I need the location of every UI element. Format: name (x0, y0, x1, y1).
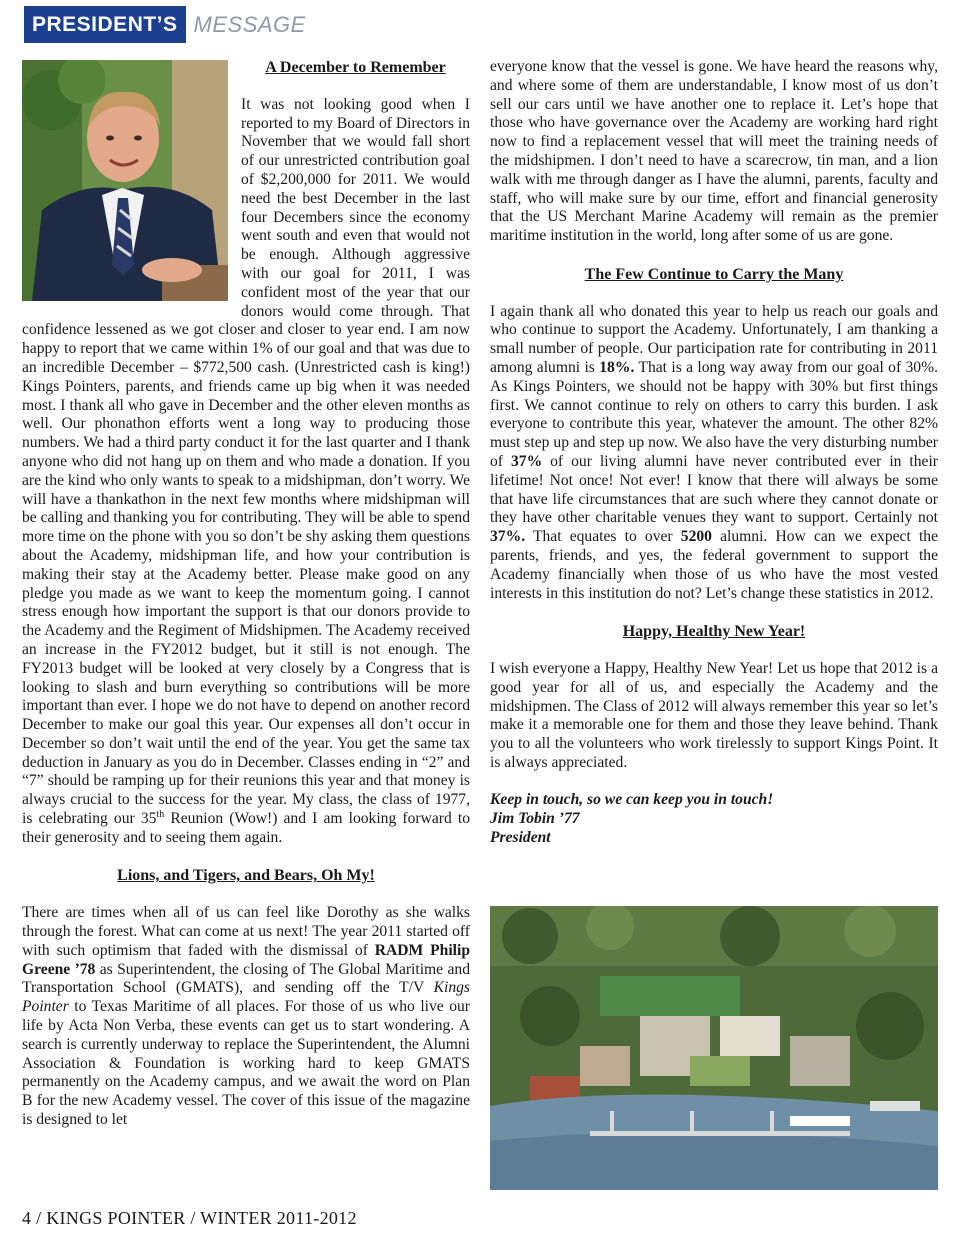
president-portrait (22, 60, 228, 301)
page-header (24, 6, 306, 43)
header-title-box: PRESIDENT’S (24, 6, 186, 43)
paragraph-lions (22, 904, 470, 1130)
text-december-a: It was not looking good when I reported to my Board of Directors in November that we would fall short of our unrestricted contribution goal of $2,200,000 for 2011. We would need the best December in the last four Decembers since the economy went south and even that would not be enough. Although aggressive with our goal for 2011, I was confident most of the year that our donors would come through. That confidence lessened as we got closer and closer to year end. I am now happy to report that we came within 1% of our goal and that was due to an incredible December – $772,500 cash. (Unrestricted cash is king!) Kings Pointers, parents, and friends came up big when it was needed most. I thank all who gave in December and the other eleven months as well. Our phonathon efforts went a long way to producing those numbers. We had a third party conduct it for the last quarter and I thank anyone who did not hang up on them and who made a donation. If you are the kind who only wants to speak to a midshipman, don’t worry. We will have a thankathon in the next few months where midshipman will be calling and thanking you for contributing. They will be able to spend more time on the phone with you so don’t be shy asking them questions about the Academy, midshipman life, and how your contribution is making their stay at the Academy better. Please make good on any pledge you made as we want to keep the momentum going. I cannot stress enough how important the support is that our donors provide to the Academy and the Regiment of Midshipmen. The Academy received an increase in the FY2012 budget, but it still is not enough. The FY2013 budget will be looked at very closely by a Congress that is looking to slash and burn everything so contributions will be more important than ever. I hope we do not have to depend on another record December to make our goal this year. Our expenses all don’t occur in December so don’t wait until the end of the year. You get the same tax deduction in January as you do in December. Classes ending in “2” and “7” should be ramping up for their reunions this year and that money is always crucial to the success for the year. My class, the class of 1977, is celebrating our 35 (22, 95, 470, 828)
stat-18-percent: 18%. (599, 358, 635, 376)
text-few-4: That equates to over (525, 528, 681, 546)
signature-line-1: Keep in touch, so we can keep you in touch! (490, 791, 774, 809)
portrait-illustration (22, 60, 228, 301)
stat-5200: 5200 (680, 528, 712, 546)
heading-lions: Lions, and Tigers, and Bears, Oh My! (117, 867, 375, 885)
text-december-b: Reunion (Wow!) and I am looking forward to their generosity and to seeing them again. (22, 810, 471, 846)
paragraph-newyear: I wish everyone a Happy, Healthy New Year! Let us hope that 2012 is a good year for all of us, and especially the Academy and the midshipmen. The Class of 2012 will always remember this year so let’s make it a memorable one for them and those they leave behind. Thank you to all the volunteers who work tirelessly to support Kings Point. It is always appreciated. (490, 659, 938, 771)
text-few-5: alumni. How can we expect the parents, friends, and yes, the federal government to support the Academy financially when those of us who have the most vested interests in this institution do not? Let’s change these statistics in 2012. (490, 528, 939, 602)
text-few-1: I again thank all who donated this year to help us reach our goals and who continue to support the Academy. Unfortunately, I am thanking a small number of people. Our participation rate for contributing in 2011 among alumni is (490, 302, 938, 376)
text-few-3: of our living alumni have never contributed ever in their lifetime! Not once! Not ever! I know that there will always be some that have life circumstances that are such where they cannot donate or they have other charitable venues they want to support. Certainly not (490, 452, 939, 527)
header-title-tail: MESSAGE (193, 11, 306, 37)
heading-newyear: Happy, Healthy New Year! (622, 623, 806, 641)
text-lions-b: as Superintendent, the closing of The Global Maritime and Transportation School (GMATS), and sending off the T/V (22, 960, 470, 997)
stat-37-percent-again: 37%. (490, 528, 526, 546)
heading-few: The Few Continue to Carry the Many (584, 265, 844, 283)
stat-37-percent: 37% (510, 452, 543, 470)
academy-aerial-photo (490, 906, 938, 1190)
left-column (22, 58, 470, 1130)
page-footer: 4 / KINGS POINTER / WINTER 2011-2012 (22, 1208, 357, 1228)
text-lions-c: to Texas Maritime of all places. For those of us who live our life by Acta Non Verba, these events can get us to start wondering. A search is currently underway to replace the Superintendent, the Alumni Association & Foundation is working hard to keep GMATS permanently on the Academy campus, and we await the word on Plan B for the new Academy vessel. The cover of this issue of the magazine is designed to let (22, 998, 470, 1129)
aerial-illustration (490, 906, 938, 1190)
text-few-2: That is a long way away from our goal of 30%. As Kings Pointers, we should not be happy with 30% but first things first. We cannot continue to rely on others to carry this burden. I ask everyone to contribute this year, whatever the amount. The other 82% must step up and step up now. We also have the very disturbing number of (490, 358, 938, 470)
signature-name: Jim Tobin ’77 (490, 810, 580, 828)
text-lions-italic: Kings Pointer (22, 979, 470, 1016)
heading-december: A December to Remember (265, 59, 446, 76)
right-column (490, 58, 938, 848)
text-lions-a: There are times when all of us can feel like Dorothy as she walks through the forest. What can come at us next! The year 2011 started off with such optimism that faded with the dismissal of (22, 904, 470, 959)
superscript-th: th (156, 808, 165, 820)
paragraph-few (490, 303, 938, 604)
text-lions-bold: RADM Philip Greene ’78 (22, 941, 470, 978)
signature-title: President (490, 829, 551, 847)
paragraph-lions-continued: everyone know that the vessel is gone. We have heard the reasons why, and where some of them are understandable, I know most of us don’t sell our cars until we have another one to replace it. Let’s hope that those who have governance over the Academy are working hard right now to find a replacement vessel that will meet the training needs of the midshipmen. I don’t need to have a scarecrow, tin man, and a lion walk with me through danger as I have the alumni, parents, faculty and staff, who will make sure by our time, effort and financial generosity that the US Merchant Marine Academy will remain as the premier maritime institution in the world, long after some of us are gone. (490, 58, 938, 245)
